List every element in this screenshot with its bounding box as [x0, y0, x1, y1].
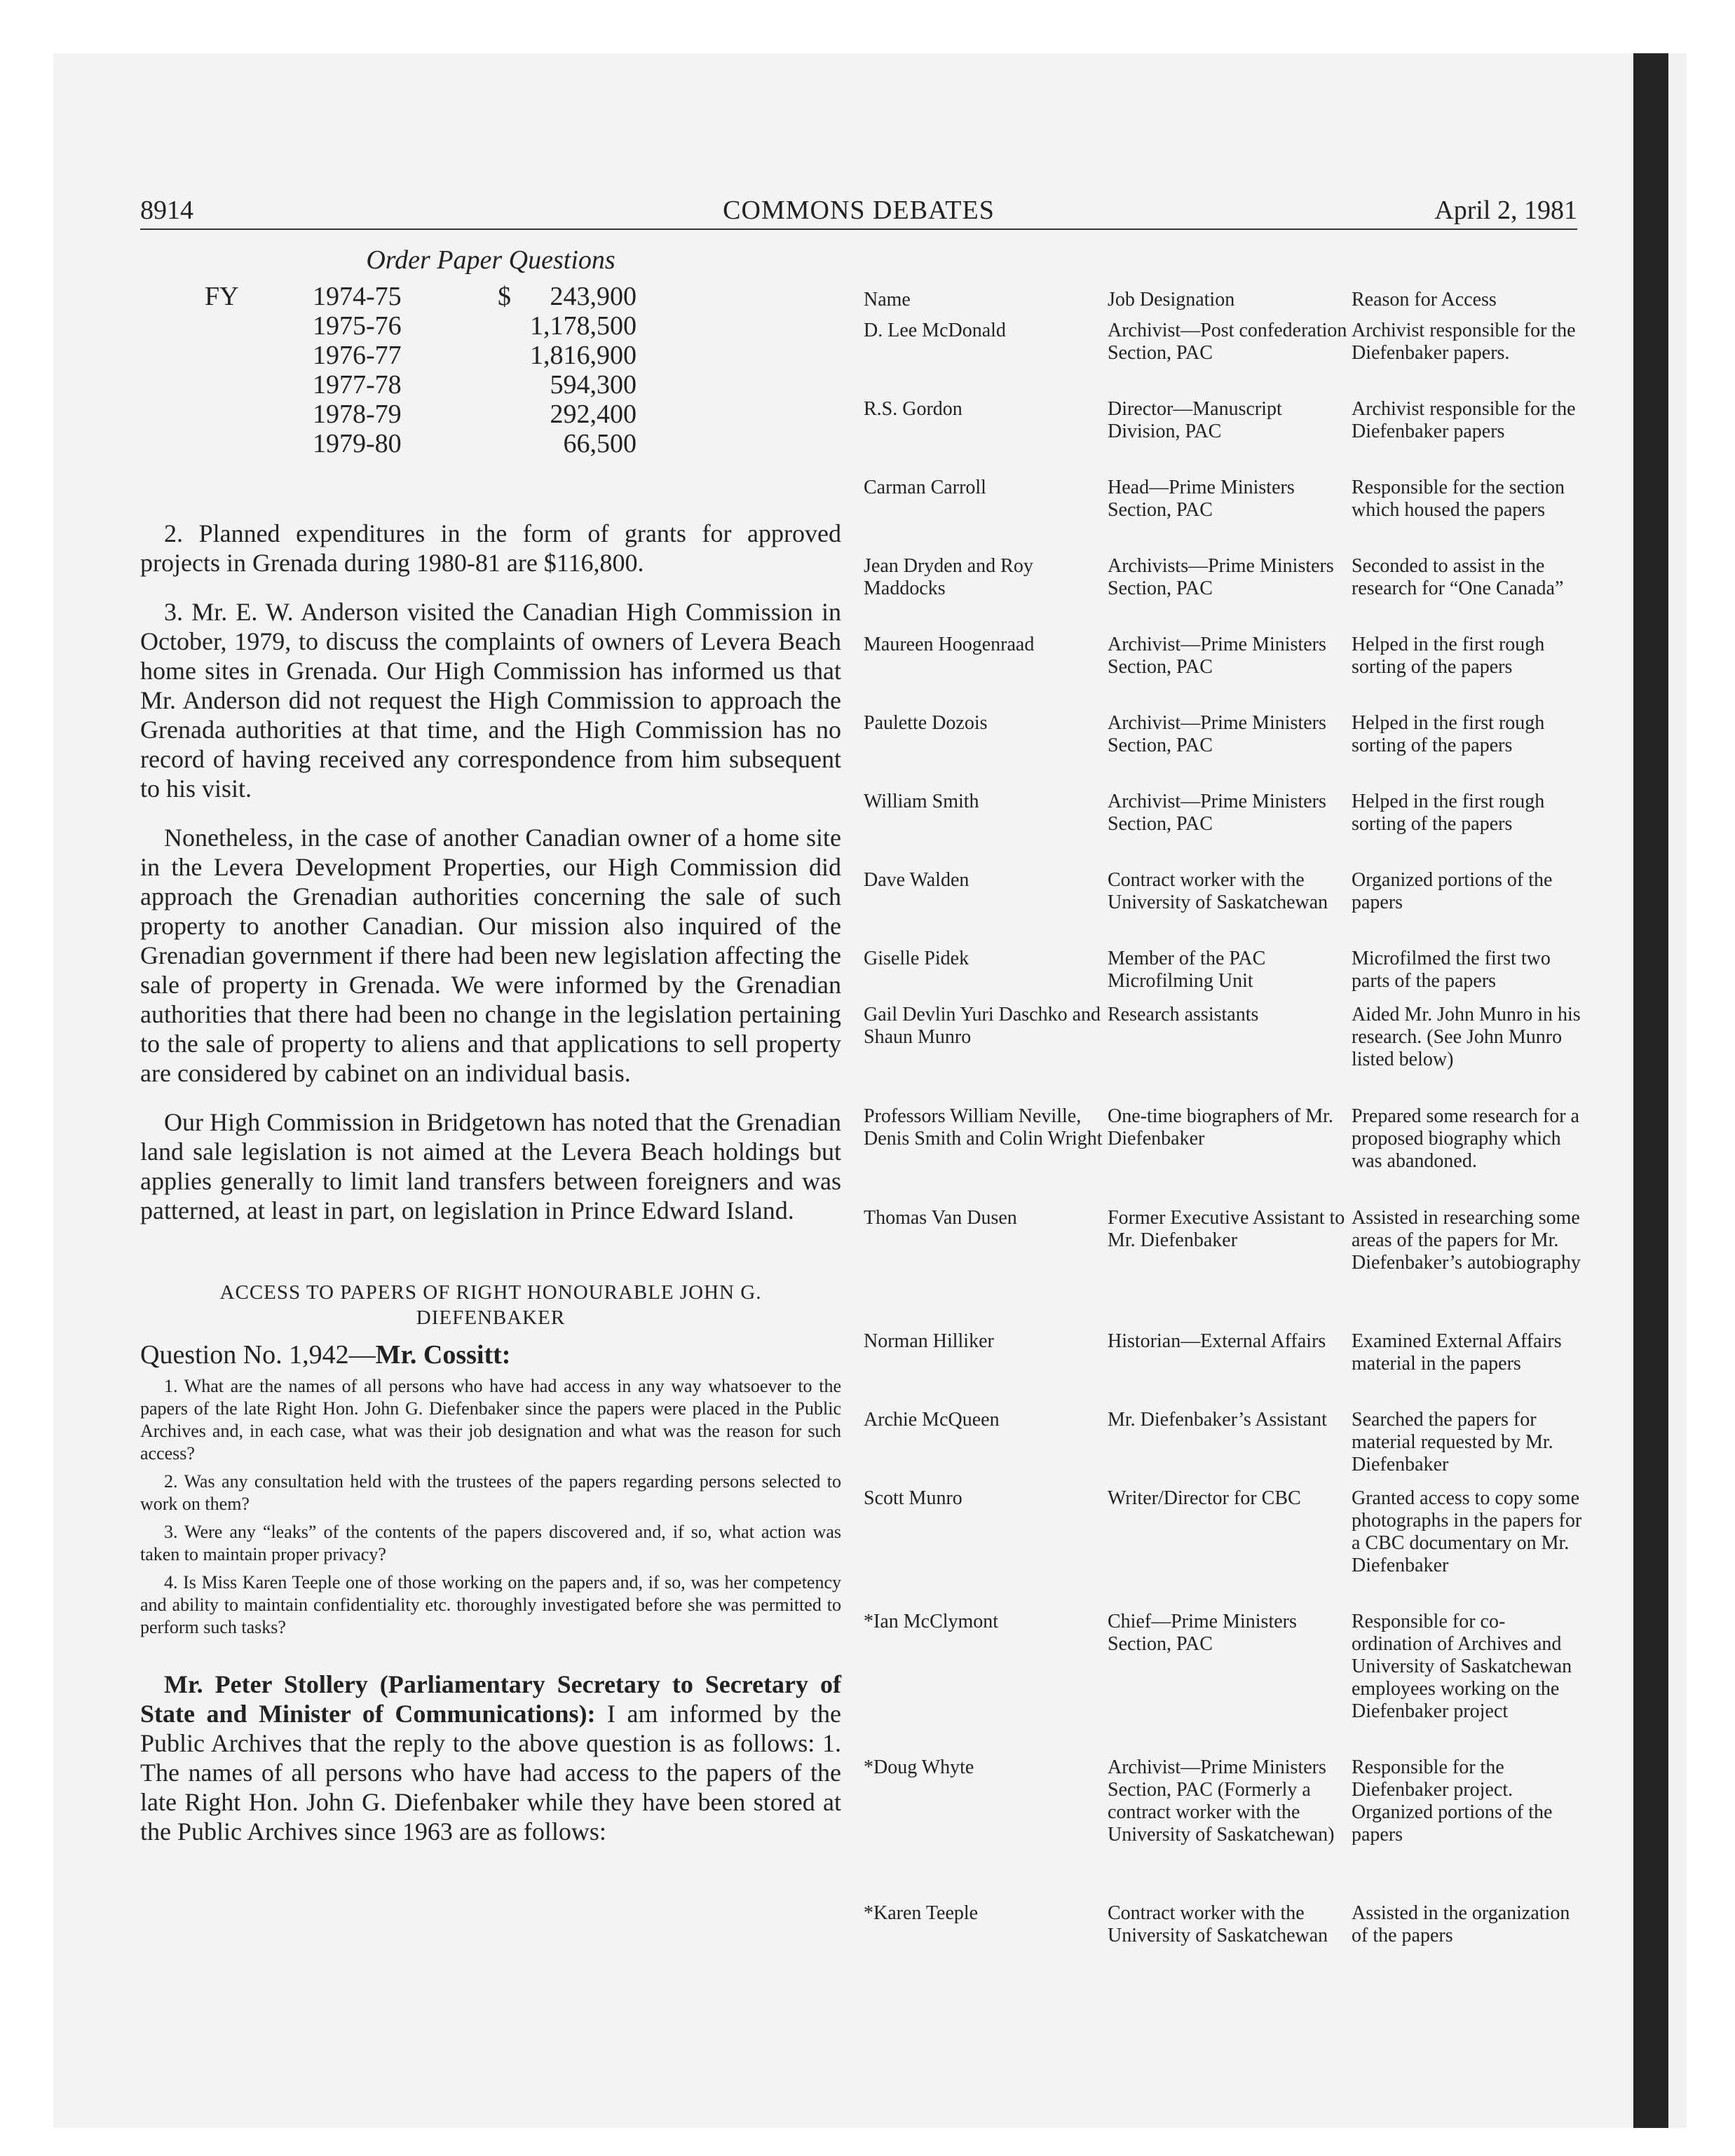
table-row — [864, 555, 1583, 624]
cell-reason: Assisted in researching some areas of the papers for Mr. Diefenbaker’s autobiography — [1352, 1207, 1581, 1274]
question-member: Mr. Cossitt: — [375, 1340, 511, 1370]
table-row — [864, 1756, 1583, 1892]
cell-name: Dave Walden — [864, 869, 969, 891]
cell-name: Gail Devlin Yuri Daschko and Shaun Munro — [864, 1004, 1101, 1048]
cell-reason: Organized portions of the papers — [1352, 869, 1553, 913]
fy-year: 1976-77 — [313, 341, 402, 370]
cell-reason: Responsible for the section which housed the papers — [1352, 477, 1565, 521]
cell-job-designation: Archivist—Prime Ministers Section, PAC — [1108, 634, 1326, 678]
cell-reason: Archivist responsible for the Diefenbaker papers. — [1352, 320, 1576, 364]
table-row — [864, 712, 1583, 781]
fy-year: 1977-78 — [313, 370, 402, 400]
cell-reason: Responsible for the Diefenbaker project. Organized portions of the papers — [1352, 1756, 1553, 1845]
scan-dark-edge — [1633, 53, 1668, 2128]
question-item: 3. Were any “leaks” of the contents of the papers discovered and, if so, what action was taken to maintain proper privacy? — [140, 1522, 841, 1564]
cell-name: Archie McQueen — [864, 1409, 1000, 1431]
cell-name: *Ian McClymont — [864, 1611, 999, 1632]
cell-reason: Seconded to assist in the research for “One Canada” — [1352, 555, 1564, 599]
cell-reason: Aided Mr. John Munro in his research. (See John Munro listed below) — [1352, 1004, 1581, 1070]
table-row — [864, 1487, 1583, 1601]
fy-amount: 1,178,500 — [530, 311, 637, 341]
section-heading: ACCESS TO PAPERS OF RIGHT HONOURABLE JOHN G. DIEFENBAKER — [219, 1281, 762, 1329]
cell-reason: Prepared some research for a proposed biography which was abandoned. — [1352, 1105, 1579, 1172]
publication-date: April 2, 1981 — [1434, 196, 1577, 225]
question-item: 2. Was any consultation held with the trustees of the papers regarding persons selected to work on them? — [140, 1471, 841, 1514]
access-table — [864, 289, 1583, 1981]
cell-reason: Examined External Affairs material in the papers — [1352, 1330, 1562, 1374]
cell-job-designation: Mr. Diefenbaker’s Assistant — [1108, 1409, 1327, 1431]
question-item: 1. What are the names of all persons who have had access in any way whatsoever to the papers of the late Right Hon. John G. Diefenbaker since the papers were placed in the Public Archives and, in each case, what was their job designation and what was the reason for such access? — [140, 1376, 841, 1464]
question-number-text: Question No. 1,942— — [140, 1340, 376, 1370]
page-number: 8914 — [140, 196, 193, 225]
table-row — [864, 1330, 1583, 1399]
fy-years-column — [313, 282, 402, 458]
fy-year: 1974-75 — [313, 282, 402, 311]
table-row — [864, 869, 1583, 938]
cell-job-designation: Archivist—Prime Ministers Section, PAC — [1108, 791, 1326, 835]
left-column — [140, 245, 841, 1866]
cell-reason: Granted access to copy some photographs in the papers for a CBC documentary on Mr. Diefenbaker — [1352, 1487, 1582, 1576]
cell-name: William Smith — [864, 791, 979, 812]
paragraph: Nonetheless, in the case of another Canadian owner of a home site in the Levera Development Properties, our High Commission did approach the Grenadian authorities concerning the sale of such property to another Canadian. Our mission also inquired of the Grenadian government if there had been new legislation affecting the sale of property in Grenada. We were informed by the Grenadian authorities that there had been no change in the legislation pertaining to the sale of property to aliens and that applications to sell property are considered by cabinet on an individual basis. — [140, 824, 841, 1087]
table-header-row — [864, 289, 1583, 311]
cell-job-designation: Archivist—Prime Ministers Section, PAC — [1108, 712, 1326, 756]
cell-job-designation: Former Executive Assistant to Mr. Diefenbaker — [1108, 1207, 1345, 1251]
column-header-name: Name — [864, 289, 911, 311]
cell-reason: Helped in the first rough sorting of the papers — [1352, 634, 1545, 678]
table-row — [864, 948, 1583, 994]
table-row — [864, 477, 1583, 545]
table-row — [864, 791, 1583, 859]
cell-job-designation: Archivist—Post confederation Section, PAC — [1108, 320, 1347, 364]
table-row — [864, 1409, 1583, 1478]
publication-title: COMMONS DEBATES — [723, 196, 995, 225]
cell-name: *Karen Teeple — [864, 1902, 979, 1924]
cell-reason: Assisted in the organization of the papers — [1352, 1902, 1570, 1946]
dollar-sign: $ — [498, 282, 511, 311]
fy-year: 1979-80 — [313, 429, 402, 458]
table-row — [864, 1105, 1583, 1197]
table-body — [864, 320, 1583, 1971]
cell-job-designation: Member of the PAC Microfilming Unit — [1108, 948, 1266, 992]
fy-year: 1978-79 — [313, 400, 402, 429]
cell-job-designation: Chief—Prime Ministers Section, PAC — [1108, 1611, 1297, 1655]
fy-amount: 66,500 — [563, 429, 637, 458]
cell-name: Maureen Hoogenraad — [864, 634, 1035, 655]
table-row — [864, 1004, 1583, 1096]
fy-amount: 1,816,900 — [530, 341, 637, 370]
fy-amount: 243,900 — [550, 282, 637, 311]
cell-job-designation: Director—Manuscript Division, PAC — [1108, 398, 1282, 442]
cell-job-designation: One-time biographers of Mr. Diefenbaker — [1108, 1105, 1333, 1149]
fy-amount: 594,300 — [550, 370, 637, 400]
cell-name: Norman Hilliker — [864, 1330, 994, 1352]
cell-job-designation: Contract worker with the University of Saskatchewan — [1108, 869, 1328, 913]
fy-amounts-column — [519, 282, 637, 458]
table-row — [864, 634, 1583, 702]
cell-reason: Helped in the first rough sorting of the papers — [1352, 712, 1545, 756]
answer-speaker: Mr. Peter Stollery (Parliamentary Secretary to Secretary of State and Minister of Communications): — [140, 1670, 841, 1728]
question-item: 4. Is Miss Karen Teeple one of those working on the papers and, if so, was her competency and ability to maintain confidentiality etc. thoroughly investigated before she was permitted to perform such tasks? — [140, 1572, 841, 1637]
cell-name: Scott Munro — [864, 1487, 962, 1509]
cell-name: Jean Dryden and Roy Maddocks — [864, 555, 1033, 599]
fy-year: 1975-76 — [313, 311, 402, 341]
paragraph: 3. Mr. E. W. Anderson visited the Canadian High Commission in October, 1979, to discuss the complaints of owners of Levera Beach home sites in Grenada. Our High Commission has informed us that Mr. Anderson did not request the High Commission to approach the Grenada authorities at that time, and the High Commission has no record of having received any correspondence from him subsequent to his visit. — [140, 598, 841, 803]
paragraph: 2. Planned expenditures in the form of grants for approved projects in Grenada during 1980-81 are $116,800. — [140, 519, 841, 577]
cell-name: R.S. Gordon — [864, 398, 962, 420]
cell-job-designation: Historian—External Affairs — [1108, 1330, 1326, 1352]
fy-amount: 292,400 — [550, 400, 637, 429]
cell-job-designation: Research assistants — [1108, 1004, 1259, 1025]
answer-text: I am informed by the Public Archives that the reply to the above question is as follows: 1. The names of all persons who have had access to the papers of the late Right Hon. John G. Diefenbaker while they have been stored at the Public Archives since 1963 are as follows: — [140, 1700, 841, 1845]
cell-name: Carman Carroll — [864, 477, 986, 498]
column-header-job: Job Designation — [1108, 289, 1235, 311]
cell-name: Paulette Dozois — [864, 712, 988, 734]
cell-name: Thomas Van Dusen — [864, 1207, 1017, 1229]
section-subheading: Order Paper Questions — [366, 245, 615, 275]
column-header-reason: Reason for Access — [1352, 289, 1497, 311]
cell-name: D. Lee McDonald — [864, 320, 1006, 341]
cell-name: Professors William Neville, Denis Smith and Colin Wright — [864, 1105, 1103, 1149]
table-row — [864, 1207, 1583, 1321]
cell-job-designation: Writer/Director for CBC — [1108, 1487, 1301, 1509]
table-row — [864, 1902, 1583, 1971]
table-row — [864, 1611, 1583, 1747]
question-number — [140, 1340, 841, 1370]
cell-job-designation: Archivists—Prime Ministers Section, PAC — [1108, 555, 1334, 599]
cell-reason: Searched the papers for material requested by Mr. Diefenbaker — [1352, 1409, 1553, 1475]
scan-margin-right — [1668, 53, 1687, 2128]
cell-job-designation: Head—Prime Ministers Section, PAC — [1108, 477, 1295, 521]
cell-reason: Responsible for co-ordination of Archives and University of Saskatchewan employees working on the Diefenbaker project — [1352, 1611, 1572, 1722]
cell-reason: Helped in the first rough sorting of the papers — [1352, 791, 1545, 835]
cell-reason: Archivist responsible for the Diefenbaker papers — [1352, 398, 1576, 442]
fiscal-year-table — [140, 282, 841, 503]
cell-name: *Doug Whyte — [864, 1756, 974, 1778]
cell-reason: Microfilmed the first two parts of the papers — [1352, 948, 1551, 992]
answer-paragraph — [140, 1670, 841, 1846]
cell-name: Giselle Pidek — [864, 948, 969, 969]
cell-job-designation: Contract worker with the University of Saskatchewan — [1108, 1902, 1328, 1946]
cell-job-designation: Archivist—Prime Ministers Section, PAC (Formerly a contract worker with the University of Saskatchewan) — [1108, 1756, 1335, 1845]
page-header — [140, 193, 1577, 230]
fy-label: FY — [205, 282, 239, 311]
table-row — [864, 398, 1583, 467]
table-row — [864, 320, 1583, 388]
paragraph: Our High Commission in Bridgetown has noted that the Grenadian land sale legislation is not aimed at the Levera Beach holdings but applies generally to limit land transfers between foreigners and was patterned, at least in part, on legislation in Prince Edward Island. — [140, 1108, 841, 1224]
